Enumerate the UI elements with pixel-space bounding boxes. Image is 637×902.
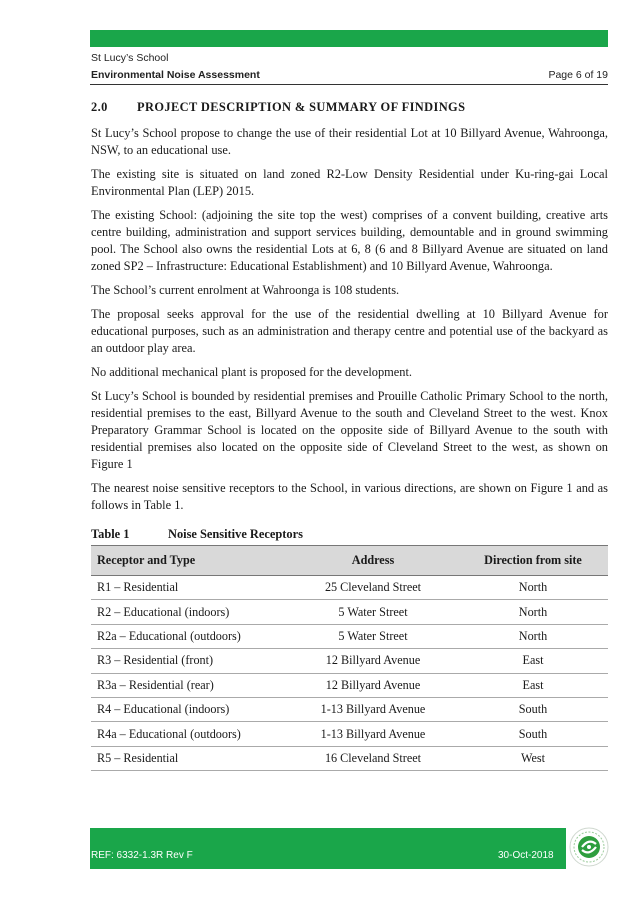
cell-address: 12 Billyard Avenue <box>288 649 458 673</box>
footer-date: 30-Oct-2018 <box>498 850 554 861</box>
cell-direction: North <box>458 576 608 600</box>
cell-receptor: R3 – Residential (front) <box>91 649 288 673</box>
cell-address: 1-13 Billyard Avenue <box>288 722 458 746</box>
cell-direction: North <box>458 624 608 648</box>
column-header-address: Address <box>288 546 458 576</box>
receptors-table <box>91 545 608 771</box>
header-document-title: Environmental Noise Assessment <box>91 69 260 81</box>
header-divider <box>90 84 608 85</box>
header-green-bar <box>90 30 608 47</box>
table-row <box>91 746 608 770</box>
cell-address: 1-13 Billyard Avenue <box>288 697 458 721</box>
paragraph: The proposal seeks approval for the use of the residential dwelling at 10 Billyard Avenue for educational purposes, such as an administration and therapy centre and potential use of the backyard as an outdoor play area. <box>91 307 608 355</box>
cell-receptor: R4 – Educational (indoors) <box>91 697 288 721</box>
cell-receptor: R3a – Residential (rear) <box>91 673 288 697</box>
cell-direction: East <box>458 673 608 697</box>
footer-reference: REF: 6332-1.3R Rev F <box>91 850 193 861</box>
cell-address: 5 Water Street <box>288 624 458 648</box>
cell-receptor: R2a – Educational (outdoors) <box>91 624 288 648</box>
header-school-name: St Lucy’s School <box>91 52 169 64</box>
cell-direction: East <box>458 649 608 673</box>
cell-direction: West <box>458 746 608 770</box>
cell-direction: South <box>458 697 608 721</box>
cell-address: 25 Cleveland Street <box>288 576 458 600</box>
paragraph: The School’s current enrolment at Wahroonga is 108 students. <box>91 283 400 297</box>
page-content <box>91 100 608 771</box>
paragraph: The nearest noise sensitive receptors to the School, in various directions, are shown on Figure 1 and as follows in Table 1. <box>91 481 608 512</box>
paragraph: St Lucy’s School propose to change the use of their residential Lot at 10 Billyard Avenue, Wahroonga, NSW, to an educational use. <box>91 126 608 157</box>
cell-receptor: R1 – Residential <box>91 576 288 600</box>
table-number: Table 1 <box>91 527 130 541</box>
section-title: PROJECT DESCRIPTION & SUMMARY OF FINDINGS <box>137 100 466 114</box>
cell-address: 16 Cleveland Street <box>288 746 458 770</box>
section-heading <box>91 100 608 115</box>
paragraph: No additional mechanical plant is proposed for the development. <box>91 365 413 379</box>
header-page-number: Page 6 of 19 <box>548 69 608 81</box>
table-header-row <box>91 546 608 576</box>
cell-receptor: R4a – Educational (outdoors) <box>91 722 288 746</box>
table-caption <box>91 527 608 542</box>
table-row <box>91 722 608 746</box>
footer-green-bar <box>90 828 566 869</box>
table-row <box>91 576 608 600</box>
table-row <box>91 673 608 697</box>
cell-direction: South <box>458 722 608 746</box>
cell-receptor: R5 – Residential <box>91 746 288 770</box>
table-row <box>91 697 608 721</box>
column-header-direction: Direction from site <box>458 546 608 576</box>
column-header-receptor: Receptor and Type <box>91 546 288 576</box>
cell-receptor: R2 – Educational (indoors) <box>91 600 288 624</box>
table-row <box>91 624 608 648</box>
company-logo-icon <box>569 827 609 867</box>
paragraph: The existing School: (adjoining the site top the west) comprises of a convent building, creative arts centre building, administration and support services building, demountable and in ground swimming pool. The School also owns the residential Lots at 6, 8 (6 and 8 Billyard Avenue are situated on land zoned SP2 – Infrastructure: Educational Establishment) and 10 Billyard Avenue, Wahroonga. <box>91 208 608 273</box>
cell-address: 5 Water Street <box>288 600 458 624</box>
section-number: 2.0 <box>91 100 108 114</box>
table-title: Noise Sensitive Receptors <box>168 527 303 541</box>
cell-direction: North <box>458 600 608 624</box>
table-row <box>91 649 608 673</box>
cell-address: 12 Billyard Avenue <box>288 673 458 697</box>
paragraph: St Lucy’s School is bounded by residential premises and Prouille Catholic Primary School to the north, residential premises to the east, Billyard Avenue to the south and Cleveland Street to the west. Knox Preparatory Grammar School is located on the opposite side of Billyard Avenue to the south with residential premises also located on the opposite side of Cleveland Street to the west, as shown on Figure 1 <box>91 389 608 471</box>
paragraph: The existing site is situated on land zoned R2-Low Density Residential under Ku-ring-gai Local Environmental Plan (LEP) 2015. <box>91 167 608 198</box>
table-row <box>91 600 608 624</box>
